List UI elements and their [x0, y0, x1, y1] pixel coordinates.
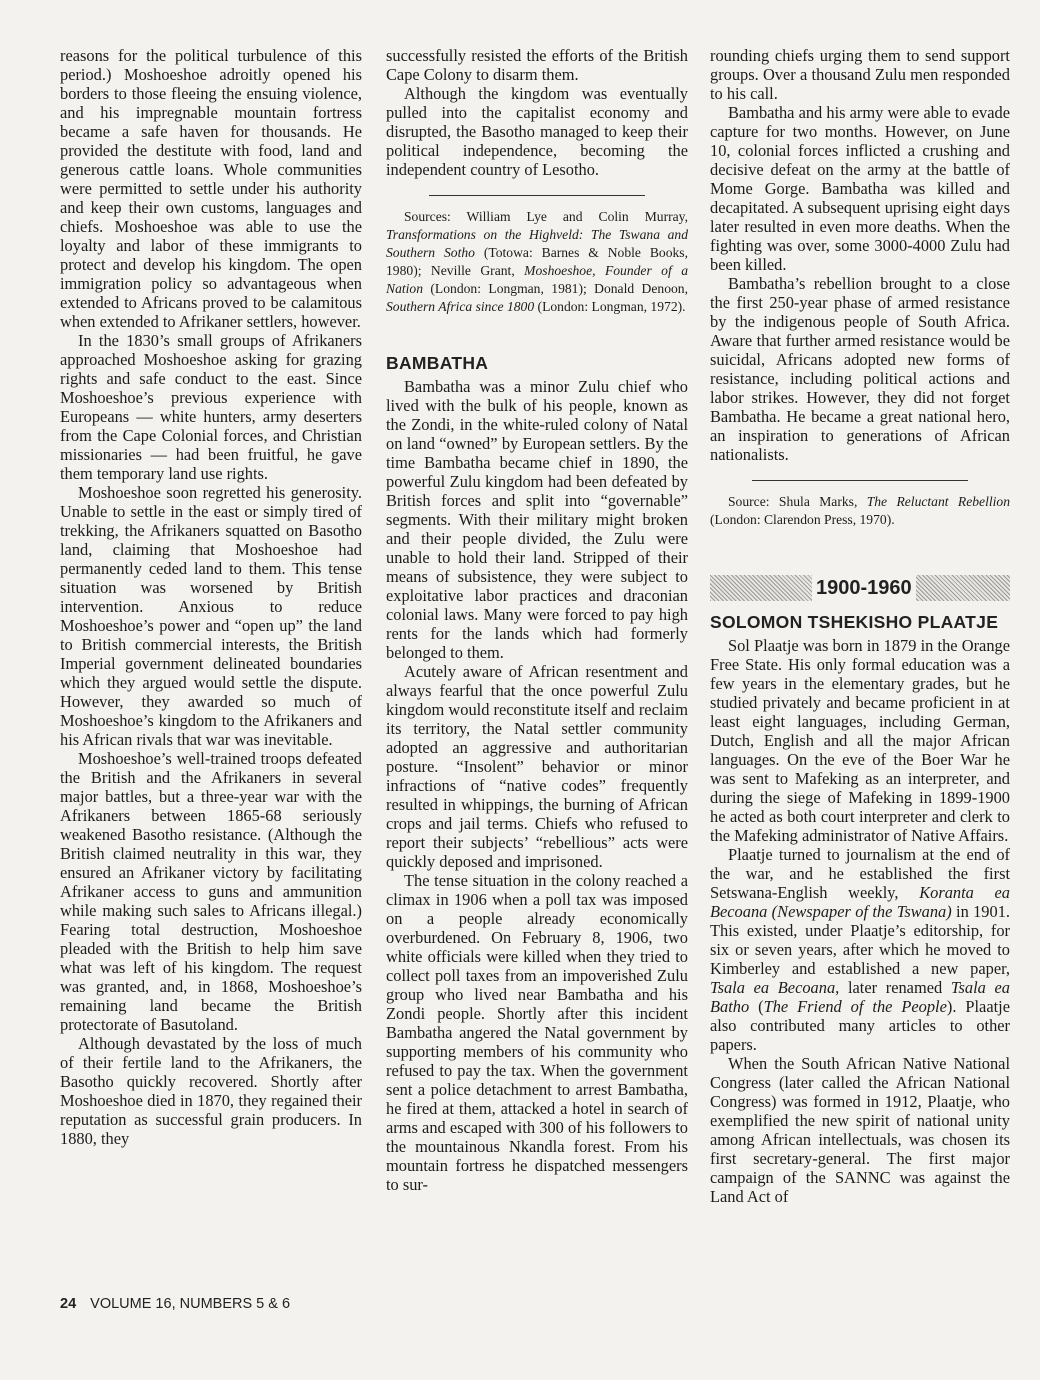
column-1: [60, 46, 362, 1148]
column-3: [710, 46, 1010, 1206]
paragraph: Although devastated by the loss of much of their fertile land to the Afrikaners, the Basotho quickly recovered. Shortly after Moshoeshoe died in 1870, they regained their reputation as successful grain producers. In 1880, they: [60, 1034, 362, 1148]
issue-label: VOLUME 16, NUMBERS 5 & 6: [90, 1296, 291, 1312]
paragraph: Moshoeshoe’s well-trained troops defeated the British and the Afrikaners in several major battles, but a three-year war with the Afrikaners between 1865-68 seriously weakened Basotho resistance. (Although the British claimed neutrality in this war, they ensured an Afrikaner victory by facilitating Afrikaner access to guns and ammunition while making such sales to Africans illegal.) Fearing total destruction, Moshoeshoe pleaded with the British to help him save what was left of his kingdom. The request was granted, and, in 1868, Moshoeshoe’s remaining land became the British protectorate of Basutoland.: [60, 749, 362, 1034]
paragraph: successfully resisted the efforts of the British Cape Colony to disarm them.: [386, 46, 688, 84]
divider: [429, 195, 645, 196]
section-heading-bambatha: BAMBATHA: [386, 353, 489, 373]
paragraph: Although the kingdom was eventually pulled into the capitalist economy and disrupted, the Basotho managed to keep their political independence, becoming the independent country of Lesotho.: [386, 84, 688, 179]
section-heading-plaatje: SOLOMON TSHEKISHO PLAATJE: [710, 612, 999, 632]
paragraph: Bambatha’s rebellion brought to a close the first 250-year phase of armed resistance by the indigenous people of South Africa. Aware that further armed resistance would be suicidal, Africans adopted new forms of resistance, including political actions and labor strikes. However, they did not forget Bambatha. He became a great national hero, an inspiration to generations of African nationalists.: [710, 274, 1010, 464]
paragraph: Plaatje turned to journalism at the end of the war, and he established the first Setswana-English weekly, Koranta ea Becoana (Newspaper of the Tswana) in 1901. This existed, under Plaatje’s editorship, for six or seven years, after which he moved to Kimberley and established a new paper, Tsala ea Becoana, later renamed Tsala ea Batho (The Friend of the People). Plaatje also contributed many articles to other papers.: [710, 845, 1010, 1054]
paragraph: The tense situation in the colony reached a climax in 1906 when a poll tax was imposed on a people already economically overburdened. On February 8, 1906, two white officials were killed when they tried to collect poll taxes from an impoverished Zulu group who lived near Bambatha and his Zondi people. Shortly after this incident Bambatha angered the Natal government by supporting members of his community who refused to pay the tax. When the government sent a police detachment to arrest Bambatha, he fired at them, attacked a hotel in search of arms and escaped with 300 of his followers to the mountainous Nkandla forest. From his mountain fortress he dispatched messengers to sur-: [386, 871, 688, 1194]
paragraph: In the 1830’s small groups of Afrikaners approached Moshoeshoe asking for grazing rights and safe conduct to the east. Since Moshoeshoe’s previous experience with Europeans — white hunters, army deserters from the Cape Colonial forces, and Christian missionaries — had been fruitful, he gave them temporary land use rights.: [60, 331, 362, 483]
era-banner: [710, 575, 1010, 601]
paragraph: Acutely aware of African resentment and always fearful that the once powerful Zulu kingdom would reconstitute itself and reclaim its territory, the Natal settler community adopted an aggressive and authoritarian posture. “Insolent” behavior or minor infractions of “native codes” frequently resulted in whippings, the burning of African crops and jail terms. Chiefs who refused to report their subjects’ “rebellious” acts were quickly deposed and imprisoned.: [386, 662, 688, 871]
paragraph: Sol Plaatje was born in 1879 in the Orange Free State. His only formal education was a few years in the elementary grades, but he studied privately and became proficient in at least eight languages, including German, Dutch, English and all the major African languages. On the eve of the Boer War he was sent to Mafeking as an interpreter, and during the siege of Mafeking in 1899-1900 he acted as both court interpreter and clerk to the Mafeking administrator of Native Affairs.: [710, 636, 1010, 845]
page-footer: [60, 1296, 290, 1312]
page-number: 24: [60, 1296, 77, 1312]
paragraph: Moshoeshoe soon regretted his generosity. Unable to settle in the east or simply tired of trekking, the Afrikaners squatted on Basotho land, claiming that Moshoeshoe had permanently ceded land to them. This tense situation was worsened by British intervention. Anxious to reduce Moshoeshoe’s power and “open up” the land to British commercial interests, the British Imperial government delineated boundaries which they argued would settle the dispute. However, they awarded so much of Moshoeshoe’s kingdom to the Afrikaners and his African rivals that war was inevitable.: [60, 483, 362, 749]
sources-note: Sources: William Lye and Colin Murray, Transformations on the Highveld: The Tswana and Southern Sotho (Totowa: Barnes & Noble Books, 1980); Neville Grant, Moshoeshoe, Founder of a Nation (London: Longman, 1981); Donald Denoon, Southern Africa since 1800 (London: Longman, 1972).: [386, 209, 688, 314]
paragraph: Bambatha was a minor Zulu chief who lived with the bulk of his people, known as the Zondi, in the white-ruled colony of Natal on land “owned” by European settlers. By the time Bambatha became chief in 1890, the powerful Zulu kingdom had been defeated by British forces and split into “governable” segments. With their military might broken and their people divided, the Zulu were unable to hold their land. Stripped of their means of subsistence, they were subject to exploitative labor practices and draconian colonial laws. Many were forced to pay high rents for the lands which had formerly belonged to them.: [386, 377, 688, 662]
paragraph: reasons for the political turbulence of this period.) Moshoeshoe adroitly opened his borders to those fleeing the ensuing violence, and his impregnable mountain fortress became a safe haven for thousands. He provided the destitute with food, land and generous cattle loans. Whole communities were permitted to settle under his authority and keep their own customs, languages and chiefs. Moshoeshoe was able to use the loyalty and labor of these immigrants to protect and develop his kingdom. The open immigration policy so advantageous when extended to Africans proved to be calamitous when extended to Afrikaner settlers, however.: [60, 46, 362, 331]
paragraph: When the South African Native National Congress (later called the African National Congress) was formed in 1912, Plaatje, who exemplified the new spirit of national unity among African intellectuals, was chosen its first secretary-general. The first major campaign of the SANNC was against the Land Act of: [710, 1054, 1010, 1206]
paragraph: rounding chiefs urging them to send support groups. Over a thousand Zulu men responded to his call.: [710, 46, 1010, 103]
source-note: Source: Shula Marks, The Reluctant Rebellion (London: Clarendon Press, 1970).: [710, 494, 1010, 527]
divider: [752, 480, 968, 481]
era-label: 1900-1960: [812, 575, 916, 601]
paragraph: Bambatha and his army were able to evade capture for two months. However, on June 10, colonial forces inflicted a crushing and decisive defeat on the army at the battle of Mome Gorge. Bambatha was killed and decapitated. A subsequent uprising eight days later resulted in even more deaths. When the fighting was over, some 3000-4000 Zulu had been killed.: [710, 103, 1010, 274]
column-2: [386, 46, 688, 1194]
